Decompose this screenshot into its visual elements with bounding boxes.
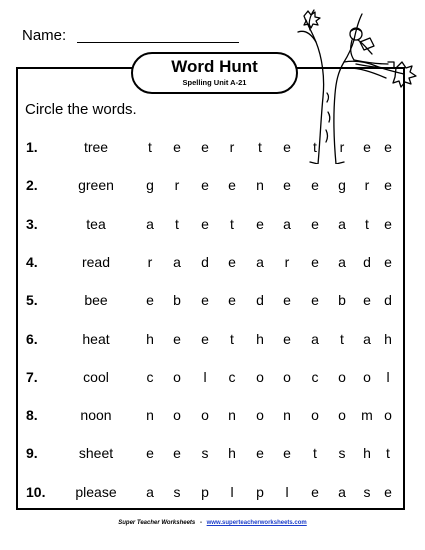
letter[interactable]: e [201,177,209,194]
letter[interactable]: m [361,407,373,424]
letter[interactable]: n [283,407,291,424]
letter[interactable]: e [146,445,154,462]
letter[interactable]: a [146,483,154,500]
target-word: sheet [78,445,114,462]
letter[interactable]: t [148,139,152,155]
word-row [0,216,425,236]
row-number: 5. [26,292,38,309]
letter[interactable]: e [283,330,291,347]
letter[interactable]: e [283,445,291,462]
letter[interactable]: s [201,445,209,462]
letter[interactable]: g [146,177,154,194]
letter[interactable]: l [386,368,390,385]
letter[interactable]: s [363,483,371,500]
letter[interactable]: c [311,368,319,385]
letter[interactable]: e [311,253,319,270]
letter[interactable]: d [201,253,209,270]
letter[interactable]: e [384,139,392,155]
letter[interactable]: o [256,407,264,424]
word-row [0,484,425,504]
word-row [0,445,425,465]
letter[interactable]: e [173,139,181,155]
page-title: Word Hunt [171,57,258,76]
letter[interactable]: o [384,407,392,424]
letter[interactable]: e [384,483,392,500]
letter[interactable]: e [201,139,209,155]
row-number: 9. [26,445,38,462]
letter[interactable]: e [384,177,392,194]
letter[interactable]: e [228,253,236,270]
instructions: Circle the words. [25,101,137,118]
letter[interactable]: r [174,177,180,194]
letter[interactable]: e [311,292,319,309]
word-row [0,177,425,197]
letter[interactable]: r [364,177,370,194]
row-number: 8. [26,407,38,424]
letter[interactable]: s [173,483,181,500]
target-word: heat [82,330,110,347]
letter[interactable]: e [173,445,181,462]
letter[interactable]: e [283,177,291,194]
letter[interactable]: e [384,215,392,232]
letter[interactable]: t [313,445,317,462]
footer-brand: Super Teacher Worksheets [118,520,196,526]
row-number: 2. [26,177,38,194]
letter[interactable]: c [146,368,154,385]
footer [0,520,425,526]
letter[interactable]: o [283,368,291,385]
letter[interactable]: o [173,407,181,424]
letter[interactable]: l [203,368,207,385]
row-number: 1. [26,139,38,155]
word-row [0,407,425,427]
word-row [0,292,425,312]
row-number: 4. [26,253,38,270]
target-word: tea [86,215,106,232]
letter[interactable]: o [338,407,346,424]
letter[interactable]: e [256,215,264,232]
letter[interactable]: o [311,407,319,424]
letter[interactable]: e [363,292,371,309]
letter[interactable]: o [256,368,264,385]
letter[interactable]: o [338,368,346,385]
letter[interactable]: o [201,407,209,424]
letter[interactable]: a [283,215,291,232]
target-word: please [75,483,117,500]
letter[interactable]: n [256,177,264,194]
letter[interactable]: n [228,407,236,424]
letter[interactable]: a [311,330,319,347]
target-word: tree [83,139,109,155]
letter[interactable]: a [256,253,264,270]
letter[interactable]: l [230,483,234,500]
letter[interactable]: t [258,139,262,155]
letter[interactable]: r [147,253,153,270]
letter[interactable]: e [228,292,236,309]
letter[interactable]: o [363,368,371,385]
letter[interactable]: r [339,139,345,155]
target-word: bee [84,292,108,309]
row-number: 7. [26,368,38,385]
letter[interactable]: e [201,215,209,232]
letter[interactable]: c [228,368,236,385]
letter[interactable]: a [146,215,154,232]
footer-link[interactable]: www.superteacherworksheets.com [206,520,307,526]
footer-separator: - [199,520,202,526]
row-number: 10. [26,483,46,500]
letter[interactable]: e [311,177,319,194]
letter[interactable]: d [384,292,392,309]
letter[interactable]: a [338,253,346,270]
letter[interactable]: d [363,253,371,270]
name-line [77,42,239,43]
letter[interactable]: t [365,215,369,232]
letter[interactable]: h [384,330,392,347]
letter[interactable]: t [175,215,179,232]
target-word: read [81,253,111,270]
letter[interactable]: d [256,292,264,309]
letter[interactable]: p [256,483,264,500]
letter[interactable]: e [256,445,264,462]
letter[interactable]: e [201,330,209,347]
letter[interactable]: l [285,483,289,500]
word-row [0,139,425,159]
letter[interactable]: g [338,177,346,194]
letter[interactable]: t [386,445,390,462]
letter[interactable]: e [311,483,319,500]
row-number: 6. [26,330,38,347]
letter[interactable]: h [256,330,264,347]
letter[interactable]: a [173,253,181,270]
letter[interactable]: t [230,330,234,347]
letter[interactable]: e [311,215,319,232]
title-banner [131,52,298,94]
letter[interactable]: e [201,292,209,309]
letter[interactable]: b [173,292,181,309]
letter[interactable]: e [283,292,291,309]
letter[interactable]: t [230,215,234,232]
row-number: 3. [26,215,38,232]
letter[interactable]: r [229,139,235,155]
letter[interactable]: a [338,483,346,500]
target-word: green [78,177,114,194]
name-label: Name: [22,27,67,44]
letter[interactable]: e [384,253,392,270]
word-row [0,369,425,389]
letter[interactable]: a [338,215,346,232]
letter[interactable]: t [313,139,317,155]
letter[interactable]: e [146,292,154,309]
letter[interactable]: h [146,330,154,347]
letter[interactable]: b [338,292,346,309]
letter[interactable]: s [338,445,346,462]
letter[interactable]: t [340,330,344,347]
letter[interactable]: n [146,407,154,424]
word-row [0,254,425,274]
letter[interactable]: e [228,177,236,194]
letter[interactable]: a [363,330,371,347]
letter[interactable]: h [228,445,236,462]
letter[interactable]: r [284,253,290,270]
letter[interactable]: e [283,139,291,155]
letter[interactable]: p [201,483,209,500]
letter[interactable]: o [173,368,181,385]
word-row [0,331,425,351]
target-word: noon [80,407,112,424]
letter[interactable]: e [363,139,371,155]
page-subtitle: Spelling Unit A-21 [182,78,247,87]
letter[interactable]: h [363,445,371,462]
target-word: cool [83,368,109,385]
letter[interactable]: e [173,330,181,347]
